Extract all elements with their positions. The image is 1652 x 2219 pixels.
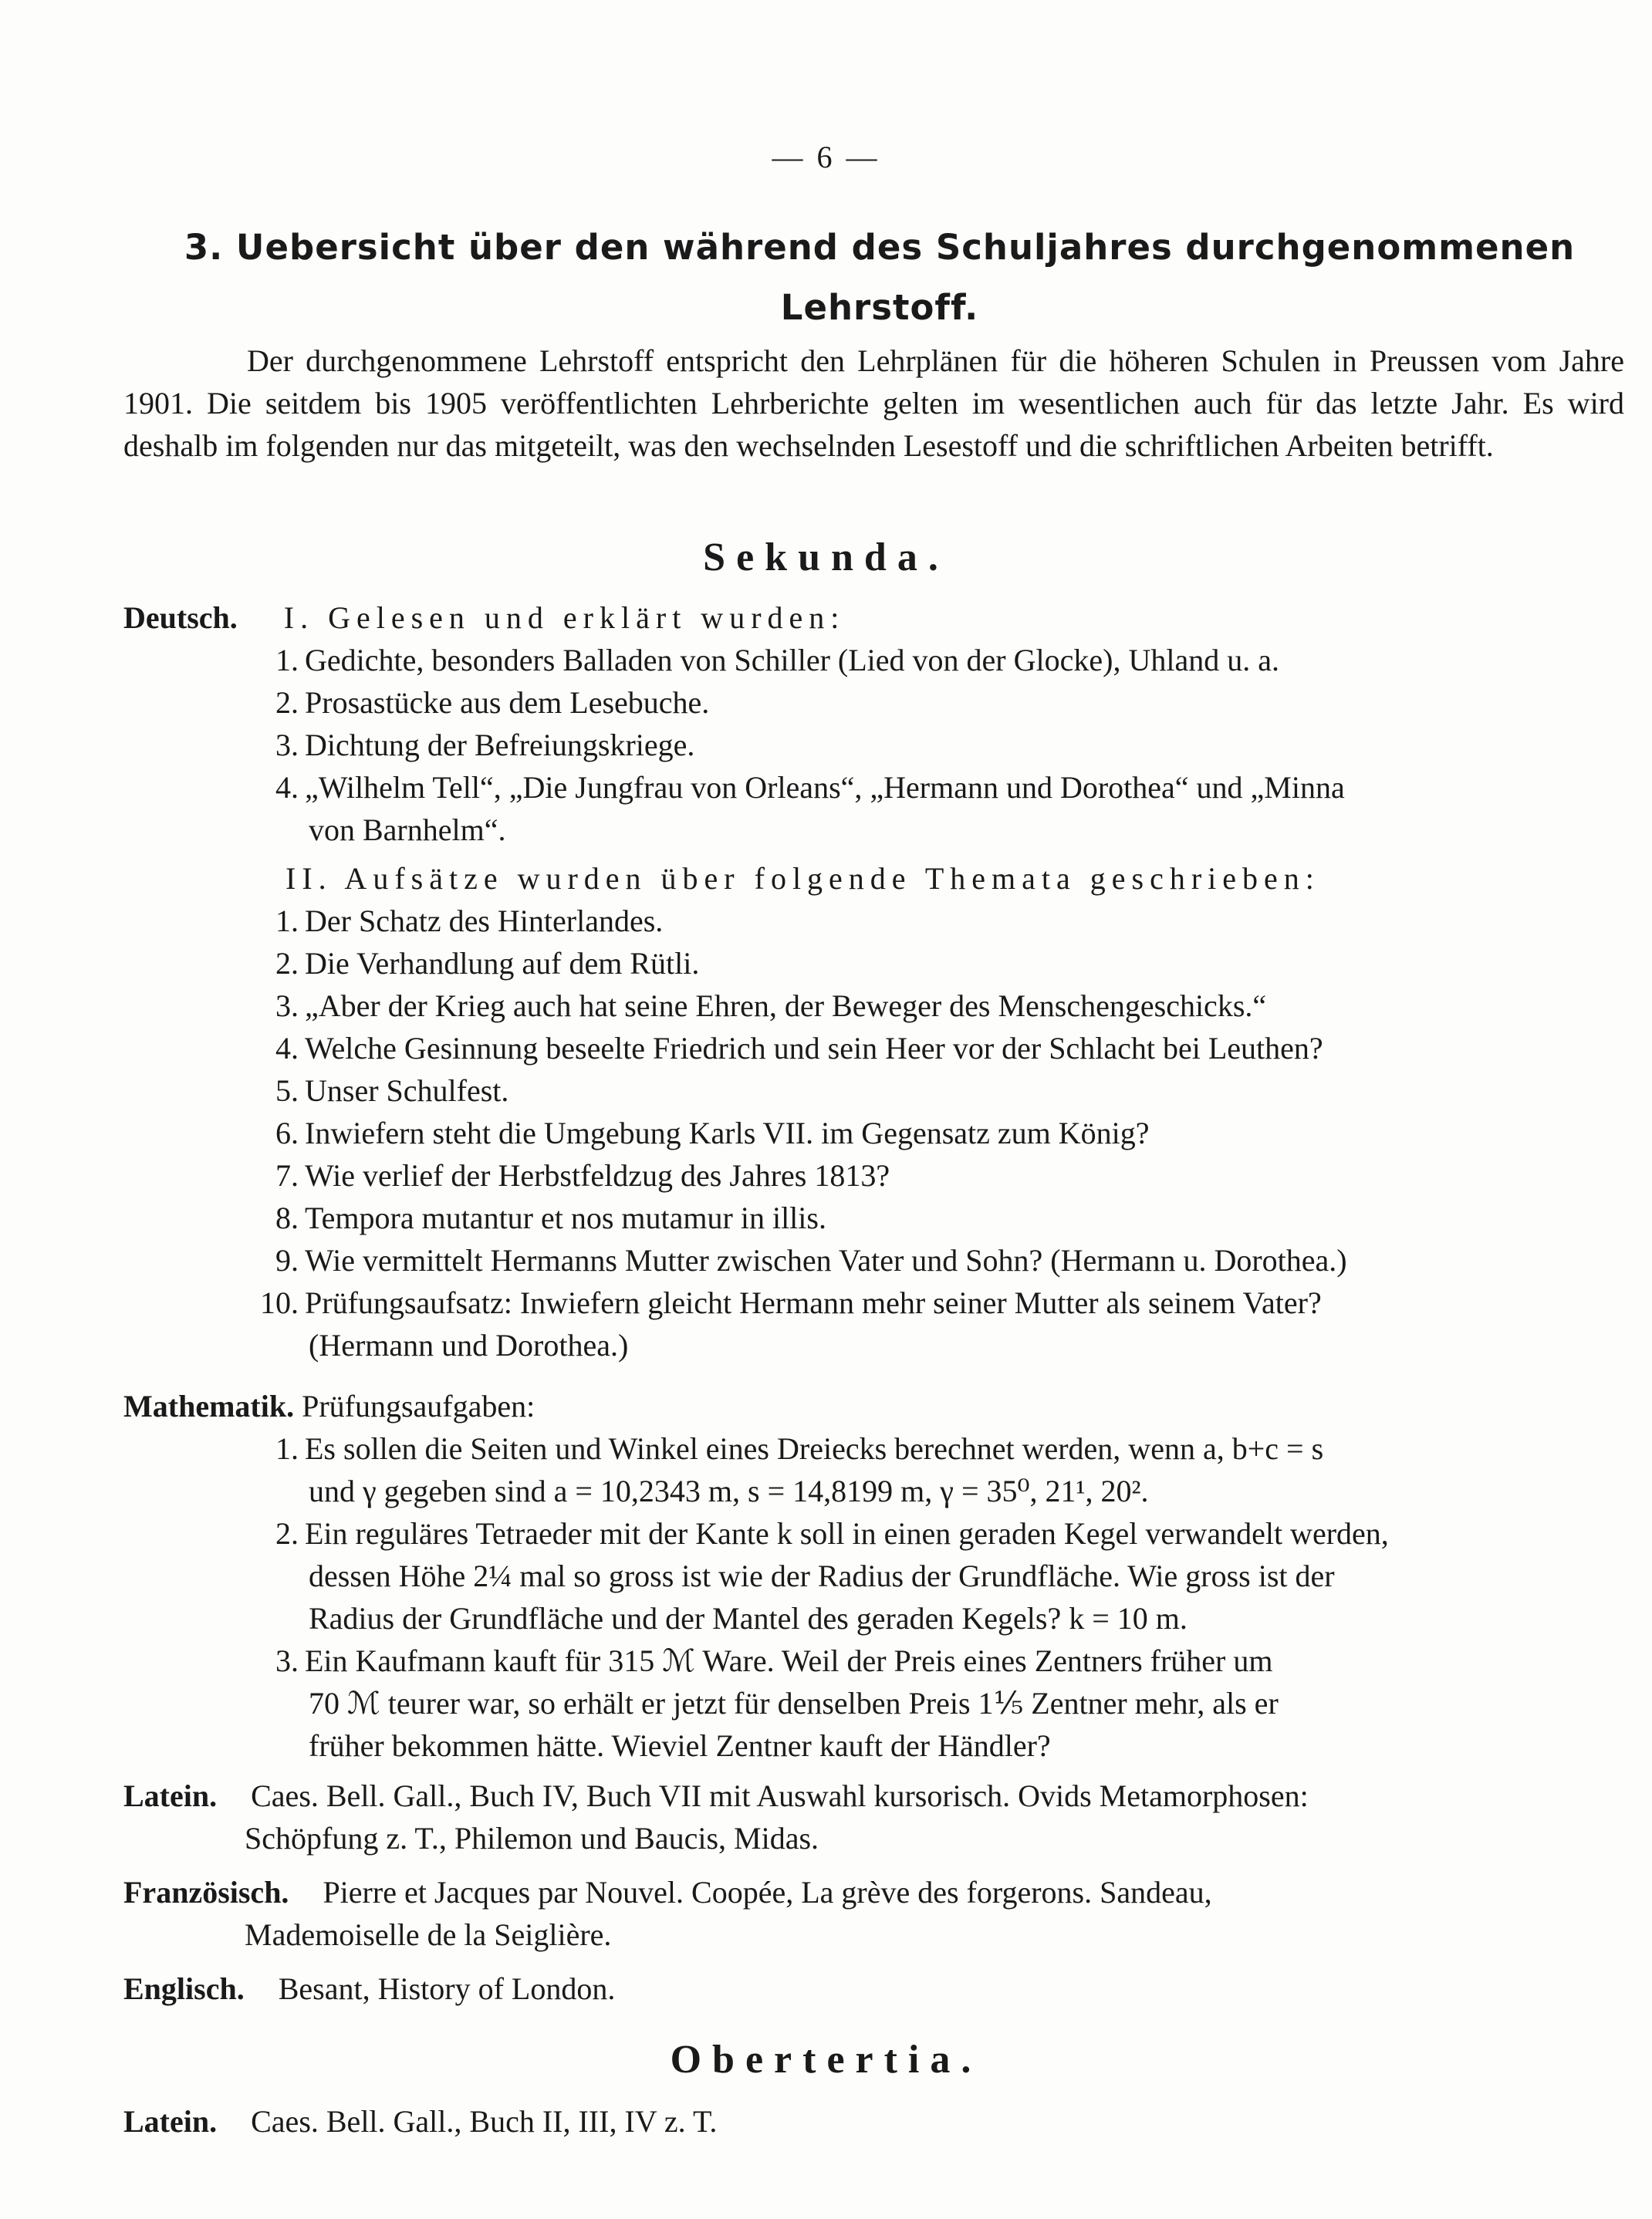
heading-line-2: Lehrstoff. [780, 287, 979, 328]
latein-line-2: Schöpfung z. T., Philemon und Baucis, Midas. [245, 1821, 819, 1856]
list-item-continuation: Radius der Grundfläche und der Mantel des geraden Kegels? k = 10 m. [309, 1601, 1187, 1636]
list-item: 4. „Wilhelm Tell“, „Die Jungfrau von Orleans“, „Hermann und Dorothea“ und „Minna [275, 770, 1345, 805]
franzoesisch-section [123, 1871, 1624, 1956]
latein-line-1: Caes. Bell. Gall., Buch IV, Buch VII mit Auswahl kursorisch. Ovids Metamorphosen: [251, 1778, 1309, 1813]
list-item: 7. Wie verlief der Herbstfeldzug des Jahres 1813? [275, 1158, 890, 1193]
obertertia-latein-section [123, 2100, 1624, 2143]
mathematik-label: Prüfungsaufgaben: [302, 1389, 535, 1424]
list-item: 1. Gedichte, besonders Balladen von Schiller (Lied von der Glocke), Uhland u. a. [275, 643, 1279, 677]
intro-paragraph: Der durchgenommene Lehrstoff entspricht den Lehrplänen für die höheren Schulen in Preussen vom Jahre 1901. Die seitdem bis 1905 veröffentlichten Lehrberichte gelten im wesentlichen auch für das letzte Jahr. Es wird deshalb im folgenden nur das mitgeteilt, was den wechselnden Lesestoff und die schriftlichen Arbeiten betrifft. [123, 343, 1624, 463]
obertertia-title: Obertertia. [670, 2038, 982, 2082]
franzoesisch-line-1: Pierre et Jacques par Nouvel. Coopée, La grève des forgerons. Sandeau, [323, 1875, 1212, 1910]
obertertia-latein-subject: Latein. [123, 2104, 218, 2139]
list-item: 2. Prosastücke aus dem Lesebuche. [275, 685, 710, 720]
deutsch-subject: Deutsch. [123, 600, 238, 635]
obertertia-latein-text: Caes. Bell. Gall., Buch II, III, IV z. T. [251, 2104, 718, 2139]
list-item: 9. Wie vermittelt Hermanns Mutter zwischen Vater und Sohn? (Hermann u. Dorothea.) [275, 1243, 1347, 1278]
sekunda-title: Sekunda. [703, 535, 949, 579]
list-item-continuation: von Barnhelm“. [309, 812, 506, 847]
mathematik-section [123, 1385, 1624, 1767]
list-item: 3. Dichtung der Befreiungskriege. [275, 728, 695, 762]
list-item-continuation: früher bekommen hätte. Wieviel Zentner kauft der Händler? [309, 1728, 1051, 1763]
mathematik-subject: Mathematik. [123, 1389, 295, 1424]
heading-line-1: 3. Uebersicht über den während des Schuljahres durchgenommenen [184, 227, 1576, 268]
englisch-subject: Englisch. [123, 1971, 245, 2006]
list-item: 3. Ein Kaufmann kauft für 315 ℳ Ware. Weil der Preis eines Zentners früher um [275, 1643, 1273, 1678]
list-item: 1. Es sollen die Seiten und Winkel eines Dreiecks berechnet werden, wenn a, b+c = s [275, 1431, 1324, 1466]
deutsch-section [123, 596, 1624, 1366]
englisch-text: Besant, History of London. [278, 1971, 616, 2006]
franzoesisch-line-2: Mademoiselle de la Seiglière. [245, 1917, 612, 1952]
list-item: 8. Tempora mutantur et nos mutamur in illis. [275, 1201, 826, 1235]
list-item: 10. Prüfungsaufsatz: Inwiefern gleicht Hermann mehr seiner Mutter als seinem Vater? [260, 1285, 1322, 1320]
franzoesisch-subject: Französisch. [123, 1875, 289, 1910]
list-item: 6. Inwiefern steht die Umgebung Karls VII. im Gegensatz zum König? [275, 1116, 1150, 1150]
section-heading [123, 218, 1636, 338]
deutsch-part2-label: II. Aufsätze wurden über folgende Themata geschrieben: [285, 861, 1320, 896]
list-item: 3. „Aber der Krieg auch hat seine Ehren, der Beweger des Menschengeschicks.“ [275, 988, 1267, 1023]
latein-section [123, 1775, 1624, 1859]
deutsch-part1-label: I. Gelesen und erklärt wurden: [283, 600, 846, 635]
latein-subject: Latein. [123, 1778, 218, 1813]
list-item-continuation: 70 ℳ teurer war, so erhält er jetzt für denselben Preis 1⅕ Zentner mehr, als er [309, 1686, 1279, 1721]
list-item-continuation: (Hermann und Dorothea.) [309, 1328, 629, 1363]
list-item: 4. Welche Gesinnung beseelte Friedrich und sein Heer vor der Schlacht bei Leuthen? [275, 1031, 1323, 1066]
englisch-section [123, 1967, 1624, 2010]
page-number: — 6 — [772, 140, 880, 174]
list-item-continuation: dessen Höhe 2¼ mal so gross ist wie der Radius der Grundfläche. Wie gross ist der [309, 1559, 1335, 1593]
list-item: 2. Ein reguläres Tetraeder mit der Kante k soll in einen geraden Kegel verwandelt werden, [275, 1516, 1389, 1551]
list-item: 1. Der Schatz des Hinterlandes. [275, 903, 664, 938]
list-item: 2. Die Verhandlung auf dem Rütli. [275, 946, 700, 981]
list-item-continuation: und γ gegeben sind a = 10,2343 m, s = 14,8199 m, γ = 35⁰, 21¹, 20². [309, 1474, 1149, 1508]
list-item: 5. Unser Schulfest. [275, 1073, 509, 1108]
